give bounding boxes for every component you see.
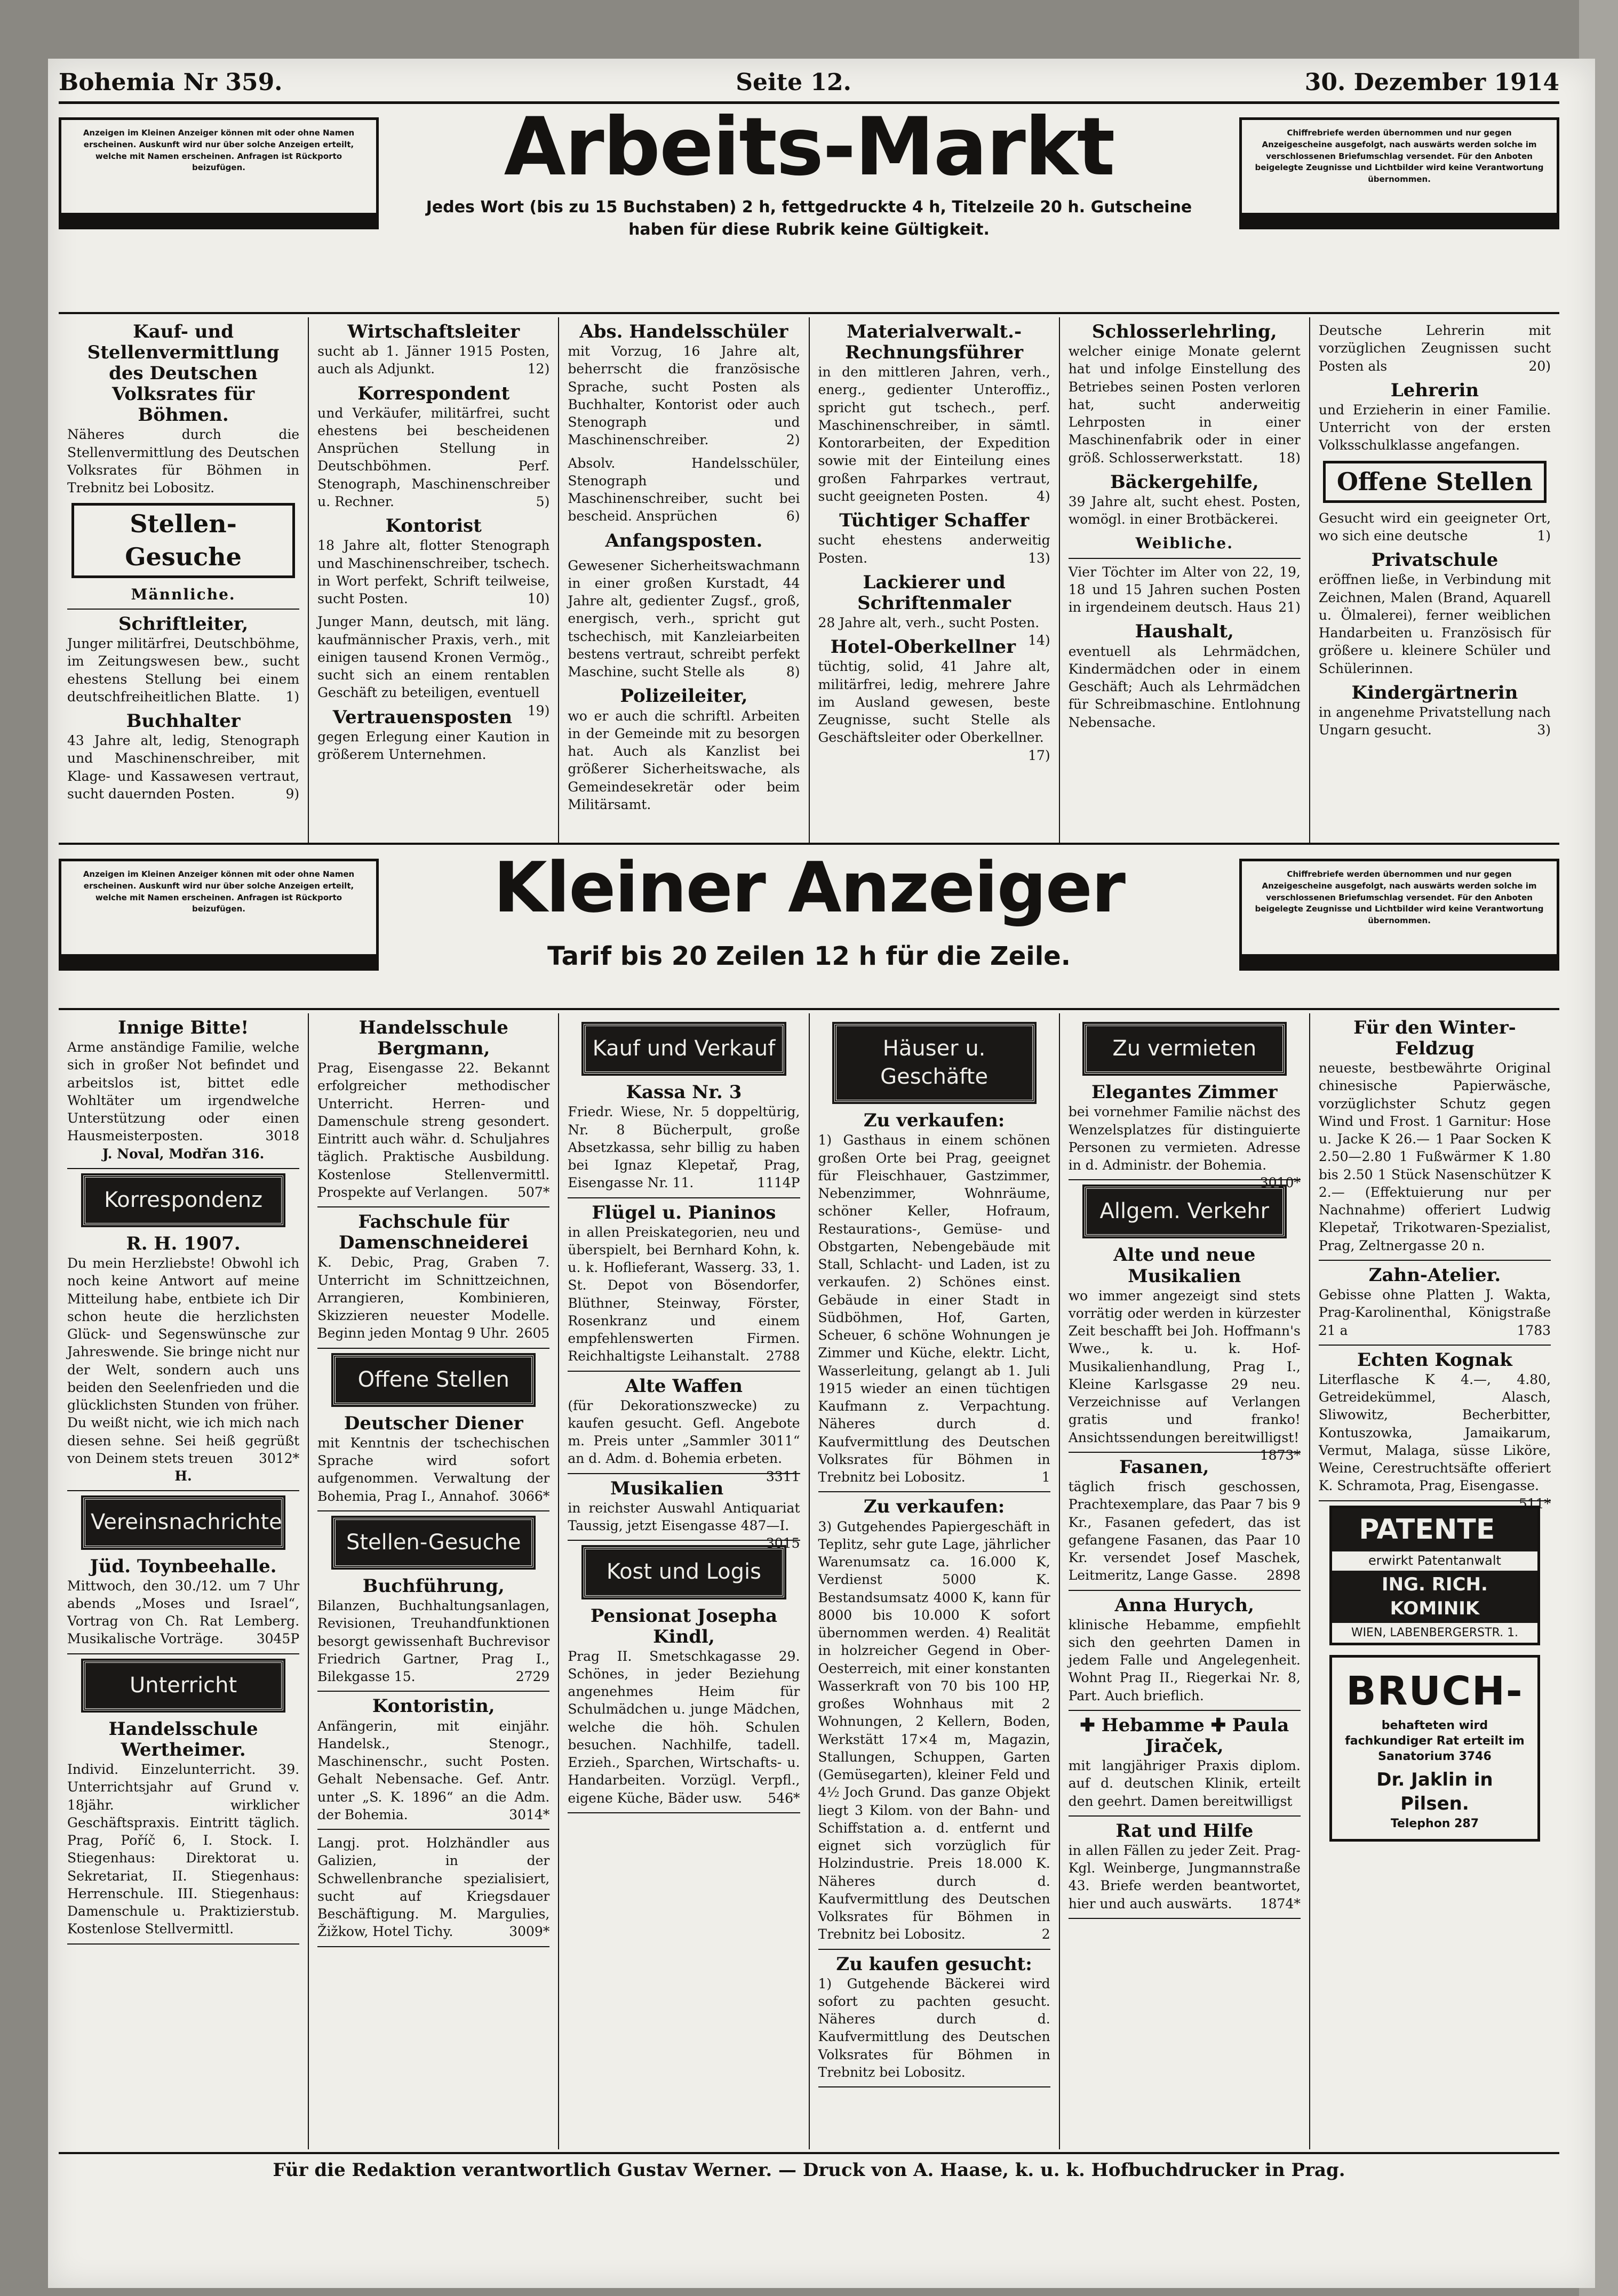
ad-heading: Anfangsposten. xyxy=(605,530,763,551)
column xyxy=(1060,1013,1310,2149)
classified-ad xyxy=(568,1203,800,1365)
ad-code: 1 xyxy=(1041,1469,1050,1485)
ad-code: 1) xyxy=(285,689,300,705)
rubric-heading: Kauf und Verkauf xyxy=(584,1024,784,1074)
arbeitsmarkt-title: Arbeits-Markt xyxy=(504,101,1114,194)
classified-ad xyxy=(1319,380,1551,454)
ad-code: 2605 xyxy=(515,1325,550,1341)
ad-text: Absolv. Handelsschüler, Stenograph und Maschinenschreiber, sucht bei bescheid. Ansprüchen xyxy=(568,455,800,524)
ad-code: 3018 xyxy=(265,1128,300,1144)
section-box-heading: Offene Stellen xyxy=(1323,461,1547,503)
ad-code: 19) xyxy=(527,702,550,718)
ad-heading: Polizeileiter, xyxy=(620,685,748,707)
patent-ad xyxy=(1329,1506,1540,1646)
subsection-heading: Männliche. xyxy=(131,585,236,603)
issue-date: 30. Dezember 1914 xyxy=(1304,69,1559,96)
classified-ad xyxy=(1319,1018,1551,1254)
ad-text: wo er auch die schriftl. Arbeiten in der Gemeinde mit zu besorgen hat. Auch als Kanzlist bei größerer Sicherheitswache, als Gemeindesekretär oder beim Militärsamt. xyxy=(568,708,800,812)
classified-ad xyxy=(1069,472,1301,529)
ad-text: 3) Gutgehendes Papiergeschäft in Teplitz, sehr gute Lage, jährlicher Warenumsatz ca. 16.000 K, Verdienst 5000 K. Bestandsumsatz 4000 K, kann für 8000 bis 10.000 K sofort übernommen werden. 4) Realität in holzreicher Gegend in Ober-Oesterreich, mit einer konstanten Wasserkraft von 70 bis 100 HP, großes Wohnhaus mit 2 Wohnungen, 2 Kellern, Boden, Werkstätt 17×4 m, Magazin, Stallungen, Schuppen, Garten (Gemüsegarten), kleiner Feld und 4½ Joch Grund. Das ganze Objekt liegt 3 Kilom. von der Bahn- und Schiffstation a. d. entfernt und eignet sich vorzüglich für Holzindustrie. Preis 18.000 K. Näheres durch d. Kaufvermittlung des Deutschen Volksrates für Böhmen in Trebnitz bei Lobositz. xyxy=(818,1518,1050,1942)
column xyxy=(59,317,309,843)
ad-text: Junger militärfrei, Deutschböhme, im Zeitungswesen bew., sucht ehestens Stellung bei einem deutschfreiheitlichen Blatte. xyxy=(67,636,300,705)
ad-heading: Rat und Hilfe xyxy=(1115,1820,1254,1842)
divider xyxy=(317,1206,549,1207)
classified-ad xyxy=(818,1110,1050,1486)
ad-heading: Flügel u. Pianinos xyxy=(592,1202,776,1223)
classified-ad xyxy=(1069,1457,1301,1585)
ad-heading: Zu kaufen gesucht: xyxy=(836,1953,1032,1975)
issue-number: Bohemia Nr 359. xyxy=(59,69,283,96)
rubric-heading: Vereinsnachrichten xyxy=(83,1498,283,1547)
ad-heading: Lehrerin xyxy=(1390,379,1479,401)
divider xyxy=(1319,1260,1551,1261)
rubric-heading: Offene Stellen xyxy=(333,1355,533,1405)
rubric-heading: Kost und Logis xyxy=(584,1547,784,1597)
ad-code: 2788 xyxy=(766,1348,800,1364)
column xyxy=(810,1013,1060,2149)
classified-ad xyxy=(568,1375,800,1484)
ad-text: Gesucht wird ein geeigneter Ort, wo sich eine deutsche xyxy=(1318,510,1551,544)
notice-left: Anzeigen im Kleinen Anzeiger können mit oder ohne Namen erscheinen. Auskunft wird nur über solche Anzeigen erteilt, welche mit Namen erscheinen. Anfragen ist Rückporto beizufügen. xyxy=(59,117,379,229)
rubric-heading: Korrespondenz xyxy=(83,1175,283,1225)
ad-code: 3012* xyxy=(259,1450,300,1466)
ad-heading: ✚ Hebamme ✚ Paula Jiraček, xyxy=(1080,1714,1289,1757)
classified-ad xyxy=(1068,1244,1301,1463)
ad-code: 8) xyxy=(786,664,800,680)
column xyxy=(309,317,559,843)
ad-heading: Handelsschule Bergmann, xyxy=(358,1017,508,1060)
classified-ad xyxy=(1319,683,1551,739)
rubric-heading: Zu vermieten xyxy=(1085,1024,1285,1074)
divider xyxy=(317,1691,549,1692)
ad-heading: Korrespondent xyxy=(357,382,510,404)
classified-ad xyxy=(1319,550,1551,677)
ad-code: 2) xyxy=(786,432,800,448)
classified-ad xyxy=(67,614,299,706)
ad-heading: Alte Waffen xyxy=(625,1375,743,1397)
patent-ad-line: WIEN, LABENBERGERSTR. 1. xyxy=(1351,1626,1519,1640)
ad-heading: Innige Bitte! xyxy=(118,1017,249,1038)
ad-heading: Für den Winter-Feldzug xyxy=(1353,1017,1516,1060)
ad-text: eventuell als Lehrmädchen, Kindermädchen oder in einem Geschäft; Auch als Lehrmädchen für Schreibmaschine. Entlohnung Nebensache. xyxy=(1068,643,1301,730)
ad-code: 18) xyxy=(1278,450,1301,466)
ad-heading: Haushalt, xyxy=(1135,621,1234,643)
ad-text: sucht ehestens anderweitig Posten. xyxy=(818,532,1050,566)
divider xyxy=(568,1371,800,1372)
ad-code: 3015 xyxy=(766,1535,800,1551)
classified-ad xyxy=(317,1576,549,1685)
arbeitsmarkt-columns xyxy=(59,317,1559,845)
page-number: Seite 12. xyxy=(736,69,851,96)
divider xyxy=(818,2086,1050,2087)
running-header xyxy=(59,53,1559,104)
ad-heading: Kontorist xyxy=(385,515,482,537)
ad-heading: Anna Hurych, xyxy=(1114,1594,1254,1616)
ad-text: Langj. prot. Holzhändler aus Galizien, in der Schwellenbranche spezialisiert, sucht auf Kriegsdauer Beschäftigung. M. Margulies, Žižkow, Hotel Tichy. xyxy=(317,1835,550,1940)
ad-code: 2729 xyxy=(515,1669,550,1685)
classified-ad xyxy=(818,322,1050,505)
classified-ad xyxy=(818,636,1050,763)
ad-code: 3014* xyxy=(509,1806,550,1822)
classified-ad xyxy=(1319,509,1551,545)
classified-ad xyxy=(317,516,549,607)
column xyxy=(1060,317,1310,843)
divider xyxy=(1069,1815,1301,1817)
ad-heading: Vertrauensposten xyxy=(332,706,513,728)
classified-ad xyxy=(317,1696,549,1823)
ad-code: 9) xyxy=(285,786,300,802)
ad-code: 3009* xyxy=(509,1924,550,1940)
ad-text: gegen Erlegung einer Kaution in größerem Unternehmen. xyxy=(317,729,550,762)
ad-code: 3066* xyxy=(509,1488,550,1504)
column xyxy=(1310,317,1559,843)
ad-heading: Tüchtiger Schaffer xyxy=(839,510,1030,532)
divider xyxy=(317,1510,549,1511)
ad-heading: Echten Kognak xyxy=(1357,1349,1512,1371)
kleiner-anzeiger-masthead xyxy=(59,848,1559,1010)
divider xyxy=(67,1653,299,1654)
classified-ad xyxy=(818,510,1050,567)
arbeitsmarkt-tarif: Jedes Wort (bis zu 15 Buchstaben) 2 h, fettgedruckte 4 h, Titelzeile 20 h. Gutscheine haben für diese Rubrik keine Gültigkeit. xyxy=(426,198,1192,239)
column xyxy=(810,317,1060,843)
bruch-ad-line: Telephon 287 xyxy=(1390,1817,1479,1830)
ad-heading: R. H. 1907. xyxy=(126,1233,241,1255)
classified-ad xyxy=(1069,1821,1301,1913)
classified-ad xyxy=(67,1234,299,1485)
ad-text: K. Debic, Prag, Graben 7. Unterricht im Schnittzeichnen, Arrangieren, Kombinieren, Skizzieren neuester Modelle. Beginn jeden Montag 9 Uhr. xyxy=(317,1254,550,1341)
patent-ad-line: erwirkt Patentanwalt xyxy=(1368,1553,1501,1568)
ad-text: und Verkäufer, militärfrei, sucht ehestens bei bescheidenen Ansprüchen Stellung in Deutschböhmen. Perf. Stenograph, Maschinenschreiber u. Rechner. xyxy=(317,405,550,509)
ad-code: 10) xyxy=(527,591,550,607)
divider xyxy=(1069,1590,1301,1591)
classified-ad xyxy=(1318,1349,1551,1511)
ad-code: 20) xyxy=(1528,358,1551,374)
ad-text: Du mein Herzliebste! Obwohl ich noch keine Antwort auf meine Mitteilung habe, entbiete ich Dir schon heute die herzlichsten Glück- und Segenswünsche zur Jahreswende. Sie bringe nicht nur der Welt, sondern auch uns beiden den Seelenfrieden und die glücklichsten Stunden von früher. Du weißt nicht, wie ich mich nach diesen sehne. Sei heiß gegrüßt von Deinem stets treuen xyxy=(67,1255,300,1466)
subsection-heading: Weibliche. xyxy=(1135,534,1233,553)
ad-code: 1) xyxy=(1537,528,1551,544)
ad-text: täglich frisch geschossen, Prachtexemplare, das Paar 7 bis 9 Kr., Fasanen gefedert, das ist gefangene Fasanen, das Paar 10 Kr. versendet Josef Maschek, Leitmeritz, Lange Gasse. xyxy=(1068,1479,1301,1583)
ad-text: in allen Preiskategorien, neu und überspielt, bei Bernhard Kohn, k. u. k. Hoflieferant, Wasserg. 33, 1. St. Depot von Bösendorfer, Blüthner, Steinway, Förster, Rosenkranz und einem empfehlenswerten Firmen. Reichhaltigste Leihanstalt. xyxy=(568,1224,800,1364)
column xyxy=(1310,1013,1559,2149)
kleiner-anzeiger-tarif: Tarif bis 20 Zeilen 12 h für die Zeile. xyxy=(547,941,1071,971)
divider xyxy=(67,1490,299,1491)
classified-ad xyxy=(1069,322,1301,467)
ad-signature: H. xyxy=(174,1468,192,1484)
column xyxy=(559,1013,809,2149)
ad-code: 2 xyxy=(1041,1926,1050,1942)
divider xyxy=(568,1540,800,1541)
ad-text: neueste, bestbewährte Original chinesische Papierwäsche, vorzüglichster Schutz gegen Wind und Frost. 1 Garnitur: Hose u. Jacke K 26.— 1 Paar Socken K 2.50—2.80 1 Fußwärmer K 1.80 bis 2.50 1 Stück Nasenschützer K 2.— (Effektuierung nur per Nachnahme) offeriert Ludwig Klepetař, Trikotwaren-Spezialist, Prag, Zeltnergasse 20 n. xyxy=(1318,1060,1551,1253)
ad-code: 511* xyxy=(1518,1495,1551,1511)
classified-ad xyxy=(568,322,800,449)
divider xyxy=(818,1949,1050,1950)
ad-code: 6) xyxy=(786,508,800,524)
divider xyxy=(1319,1500,1551,1501)
ad-text: Deutsche Lehrerin mit vorzüglichen Zeugnissen sucht Posten als xyxy=(1318,323,1551,374)
ad-heading: Bäckergehilfe, xyxy=(1110,471,1259,493)
rubric-heading: Stellen-Gesuche xyxy=(333,1518,533,1567)
divider xyxy=(67,1168,299,1169)
classified-ad xyxy=(1069,621,1301,731)
notice-left-2: Anzeigen im Kleinen Anzeiger können mit oder ohne Namen erscheinen. Auskunft wird nur über solche Anzeigen erteilt, welche mit Namen erscheinen. Anfragen ist Rückporto beizufügen. xyxy=(59,859,379,971)
classified-ad xyxy=(67,711,299,803)
ad-code: 4) xyxy=(1037,488,1050,504)
ad-text: klinische Hebamme, empfiehlt sich den geehrten Damen in jedem Falle und Angelegenheit. Wohnt Prag II., Riegerkai Nr. 8, Part. Auch brieflich. xyxy=(1068,1617,1301,1703)
classified-ad xyxy=(67,1556,299,1648)
ad-text: tüchtig, solid, 41 Jahre alt, militärfrei, ledig, mehrere Jahre im Ausland gewesen, beste Zeugnisse, sucht Stelle als Geschäftsleiter oder Oberkellner. xyxy=(818,659,1050,746)
ad-heading: Buchführung, xyxy=(362,1575,505,1597)
divider xyxy=(568,1197,800,1198)
divider xyxy=(317,1348,549,1349)
ad-text: in den mittleren Jahren, verh., energ., gedienter Unteroffiz., spricht gut tschech., perf. Maschinenschreiber, in sämtl. Kontorarbeiten, der Expedition sowie mit der Einteilung eines großen Fahrparkes vertraut, sucht geeigneten Posten. xyxy=(818,364,1050,504)
ad-heading: Kauf- und Stellenvermittlung des Deutschen Volksrates für Böhmen. xyxy=(87,321,280,426)
ad-code: 1873* xyxy=(1260,1447,1301,1463)
classified-ad xyxy=(317,383,549,511)
ad-text: Bilanzen, Buchhaltungsanlagen, Revisionen, Treuhandfunktionen besorgt gewissenhaft Buchrevisor Friedrich Gartner, Prag I., Bilekgasse 15. xyxy=(317,1598,550,1685)
ad-text: Mittwoch, den 30./12. um 7 Uhr abends „Moses und Israel“, Vortrag von Ch. Rat Lemberg. Musikalische Vorträge. xyxy=(67,1578,300,1647)
ad-heading: Schriftleiter, xyxy=(118,613,249,635)
bruch-ad-line: behafteten wird fachkundiger Rat erteilt im Sanatorium 3746 xyxy=(1345,1718,1525,1764)
rubric-heading: Unterricht xyxy=(83,1661,283,1710)
ad-text: in allen Fällen zu jeder Zeit. Prag-Kgl. Weinberge, Jungmannstraße 43. Briefe werden beantwortet, hier und auch auswärts. xyxy=(1068,1842,1301,1911)
ad-heading: Elegantes Zimmer xyxy=(1091,1082,1278,1103)
column xyxy=(559,317,809,843)
ad-heading: Deutscher Diener xyxy=(344,1412,523,1434)
classified-ad xyxy=(1068,1082,1301,1191)
ad-text: in angenehme Privatstellung nach Ungarn gesucht. xyxy=(1318,704,1551,738)
divider xyxy=(1069,1710,1301,1711)
arbeitsmarkt-masthead xyxy=(59,101,1559,314)
rubric-heading: Häuser u. Geschäfte xyxy=(834,1024,1034,1102)
patent-ad-line: PATENTE xyxy=(1332,1508,1537,1551)
classified-ad xyxy=(568,686,800,813)
ad-text: Gebisse ohne Platten J. Wakta, Prag-Karolinenthal, Königstraße 21 a xyxy=(1318,1287,1551,1338)
divider xyxy=(1069,1918,1301,1919)
ad-text: Anfängerin, mit einjähr. Handelsk., Stenogr., Maschinenschr., sucht Posten. Gehalt Nebensache. Gef. Antr. unter „S. K. 1896“ an die Adm. der Bohemia. xyxy=(317,1718,550,1822)
ad-code: 5) xyxy=(536,493,550,509)
ad-code: 546* xyxy=(768,1790,800,1806)
classified-ad xyxy=(1319,1265,1551,1339)
divider xyxy=(1069,558,1301,559)
ad-code: 3311 xyxy=(766,1468,800,1484)
ad-text: welcher einige Monate gelernt hat und infolge Einstellung des Betriebes seinen Posten verloren hat, sucht anderweitig Lehrposten in einer Maschinenfabrik oder in einer größ. Schlosserwerkstatt. xyxy=(1068,343,1301,466)
classified-ad xyxy=(568,557,800,681)
classified-ad xyxy=(568,1082,800,1191)
ad-text: 43 Jahre alt, ledig, Stenograph und Maschinenschreiber, mit Klage- und Kassawesen vertraut, sucht dauernden Posten. xyxy=(67,733,300,802)
classified-ad xyxy=(1319,322,1551,375)
classified-ad xyxy=(67,322,299,497)
kleiner-anzeiger-columns xyxy=(59,1013,1559,2149)
classified-ad xyxy=(317,322,549,378)
ad-text: Arme anständige Familie, welche sich in großer Not befindet und arbeitslos ist, bittet edle Wohltäter um irgendwelche Unterstützung oder einen Hausmeisterposten. xyxy=(67,1039,300,1144)
classified-ad xyxy=(1069,563,1301,617)
ad-text: 28 Jahre alt, verh., sucht Posten. xyxy=(818,614,1040,630)
classified-ad xyxy=(818,1954,1050,2082)
bruch-ad-line: BRUCH- xyxy=(1346,1668,1524,1715)
ad-heading: Hotel-Oberkellner xyxy=(830,636,1016,658)
patent-ad-line: ING. RICH. KOMINIK xyxy=(1332,1571,1537,1623)
ad-text: sucht ab 1. Jänner 1915 Posten, auch als Adjunkt. xyxy=(317,343,550,377)
ad-text: Individ. Einzelunterricht. 39. Unterrichtsjahr auf Grund v. 18jähr. wirklicher Geschäftspraxis. Eintritt täglich. Prag, Poříč 6, I. Stock. I. Stiegenhaus: Direktorat u. Sekretariat, II. Stiegenhaus: Herrenschule. III. Stiegenhaus: Damenschule u. Praktizierstub. Kostenlose Stellvermittl. xyxy=(67,1762,300,1937)
ad-heading: Wirtschaftsleiter xyxy=(347,321,520,342)
ad-text: Gewesener Sicherheitswachmann in einer großen Kurstadt, 44 Jahre alt, gedienter Zugsf., groß, energisch, verh., spricht gut tschechisch, mit Kanzleiarbeiten bestens vertraut, schreibt perfekt Maschine, sucht Stelle als xyxy=(568,557,800,680)
ad-heading: Jüd. Toynbeehalle. xyxy=(90,1555,277,1577)
ad-code: 1874* xyxy=(1260,1895,1301,1911)
divider xyxy=(67,609,299,610)
ad-code: 3) xyxy=(1537,722,1551,738)
ad-heading: Kindergärtnerin xyxy=(1351,682,1518,703)
ad-code: 21) xyxy=(1278,599,1301,615)
ad-code: 507* xyxy=(517,1184,550,1200)
ad-heading: Kontoristin, xyxy=(372,1695,495,1717)
ad-text: Näheres durch die Stellenvermittlung des Deutschen Volksrates für Böhmen in Trebnitz bei Lobositz. xyxy=(67,427,300,496)
ad-text: und Erzieherin in einer Familie. Unterricht von der ersten Volksschulklasse angefangen. xyxy=(1318,402,1551,453)
ad-text: 1) Gutgehende Bäckerei wird sofort zu pachten gesucht. Näheres durch d. Kaufvermittlung des Deutschen Volksrates für Böhmen in Trebnitz bei Lobositz. xyxy=(818,1975,1050,2080)
bruch-ad xyxy=(1329,1655,1540,1842)
ad-text: wo immer angezeigt sind stets vorrätig oder werden in kürzester Zeit beschafft bei Joh. Hoffmann's Wwe., k. u. k. Hof-Musikalienhandlung, Prag I., Kleine Karlsgasse 29 neu. Verzeichnisse auf Verlangen gratis und franko! Ansichtssendungen bereitwilligst! xyxy=(1068,1287,1301,1445)
divider xyxy=(1319,1345,1551,1346)
classified-ad xyxy=(317,1018,549,1201)
ad-text: mit Kenntnis der tschechischen Sprache wird sofort aufgenommen. Verwaltung der Bohemia, Prag I., Annahof. xyxy=(317,1435,550,1504)
column xyxy=(59,1013,309,2149)
ad-heading: Zu verkaufen: xyxy=(863,1496,1005,1518)
ad-text: Prag II. Smetschkagasse 29. Schönes, in jeder Beziehung angenehmes Heim für Schulmädchen u. junge Mädchen, welche die höh. Schulen besuchen. Nachhilfe, tadell. Erzieh., Sparchen, Wirtschafts- u. Handarbeiten. Vorzügl. Verpfl., eigene Küche, Bäder usw. xyxy=(568,1648,800,1806)
classified-ad xyxy=(317,1834,549,1941)
ad-heading: Privatschule xyxy=(1371,549,1499,571)
ad-heading: Schlosserlehrling, xyxy=(1091,321,1277,342)
classified-ad xyxy=(317,1413,549,1505)
classified-ad xyxy=(1069,1715,1301,1810)
classified-ad xyxy=(568,531,800,551)
classified-ad xyxy=(317,707,549,764)
ad-heading: Zahn-Atelier. xyxy=(1368,1264,1501,1286)
ad-heading: Alte und neue Musikalien xyxy=(1113,1244,1256,1287)
ad-code: 2898 xyxy=(1266,1567,1301,1583)
divider xyxy=(568,1473,800,1474)
ad-heading: Abs. Handelsschüler xyxy=(579,321,788,342)
section-box-heading: Stellen-Gesuche xyxy=(71,503,295,578)
classified-ad xyxy=(568,1477,800,1551)
ad-text: Friedr. Wiese, Nr. 5 doppeltürig, Nr. 8 Bücherpult, große Absetzkassa, sehr billig zu haben bei Ignaz Klepetař, Prag, Eisengasse Nr. 11. xyxy=(568,1104,800,1191)
imprint-footer: Für die Redaktion verantwortlich Gustav Werner. — Druck von A. Haase, k. u. k. Hofbuchdrucker in Prag. xyxy=(59,2152,1559,2191)
ad-code: 14) xyxy=(1028,633,1050,649)
ad-heading: Zu verkaufen: xyxy=(863,1110,1005,1132)
notice-right-2: Chiffrebriefe werden übernommen und nur gegen Anzeigescheine ausgefolgt, nach auswärts werden solche im verschlossenen Briefumschlag versendet. Für den Anboten beigelegte Zeugnisse und Lichtbilder wird keine Verantwortung übernommen. xyxy=(1239,859,1559,971)
ad-text: eröffnen ließe, in Verbindung mit Zeichnen, Malen (Brand, Aquarell u. Ölmalerei), ferner weiblichen Handarbeiten u. Französisch für größere u. kleinere Schüler und Schülerinnen. xyxy=(1318,572,1551,676)
divider xyxy=(818,1491,1050,1492)
kleiner-anzeiger-title: Kleiner Anzeiger xyxy=(493,847,1125,928)
ad-text: 18 Jahre alt, flotter Stenograph und Maschinenschreiber, tschech. in Wort perfekt, Schrift teilweise, sucht Posten. xyxy=(317,538,550,607)
ad-text: bei vornehmer Familie nächst des Wenzelsplatzes für distinguierte Personen zu vermieten. Adresse in d. Administr. der Bohemia. xyxy=(1068,1104,1301,1173)
ad-text: Prag, Eisengasse 22. Bekannt erfolgreicher methodischer Unterricht. Herren- und Damenschule streng gesondert. Eintritt auch währ. d. Schuljahres täglich. Praktische Ausbildung. Kostenlose Stellenvermittl. Prospekte auf Verlangen. xyxy=(317,1060,550,1200)
ad-heading: Fasanen, xyxy=(1119,1456,1209,1478)
ad-signature: J. Noval, Modřan 316. xyxy=(102,1146,265,1162)
ad-heading: Fachschule für Damenschneiderei xyxy=(338,1211,529,1254)
ad-text: mit langjähriger Praxis diplom. auf d. deutschen Klinik, erteilt den geehrt. Damen bereitwilligst xyxy=(1068,1758,1301,1809)
ad-text: in reichster Auswahl Antiquariat Taussig, jetzt Eisengasse 487—I. xyxy=(568,1500,800,1534)
ad-code: 3010* xyxy=(1260,1175,1301,1191)
ad-text: 1) Gasthaus in einem schönen großen Orte bei Prag, geeignet für Fleischhauer, Gastzimmer, Nebenzimmer, Wohnräume, schöner Keller, Hofraum, Restaurations-, Gemüse- und Obstgarten, Nebengebäude mit Stall, Schlacht- und Laden, ist zu verkaufen. 2) Schönes einst. Gebäude in einer Stadt in Südböhmen, Hof, Garten, Scheuer, 6 schöne Wohnungen je Zimmer und Küche, elektr. Licht, Wasserleitung, gelangt ab 1. Juli 1915 wieder an einen tüchtigen Kaufmann z. Verpachtung. Näheres durch d. Kaufvermittlung des Deutschen Volksrates für Böhmen in Trebnitz bei Lobositz. xyxy=(818,1132,1050,1485)
divider xyxy=(568,1812,800,1813)
classified-ad xyxy=(67,1018,299,1163)
divider xyxy=(317,1946,549,1947)
ad-text: Vier Töchter im Alter von 22, 19, 18 und 15 Jahren suchen Posten in irgendeinem deutsch. Haus xyxy=(1068,564,1301,615)
ad-code: 1114P xyxy=(757,1175,800,1191)
classified-ad xyxy=(317,1212,549,1342)
ad-code: 3045P xyxy=(256,1631,300,1647)
ad-heading: Handelsschule Wertheimer. xyxy=(108,1718,258,1761)
ad-code: 1783 xyxy=(1517,1322,1551,1338)
ad-heading: Buchhalter xyxy=(126,710,241,732)
ad-heading: Kassa Nr. 3 xyxy=(626,1082,742,1103)
classified-ad xyxy=(67,1719,299,1938)
classified-ad xyxy=(568,1606,800,1807)
divider xyxy=(67,1943,299,1945)
ad-text: Literflasche K 4.—, 4.80, Getreidekümmel, Alasch, Sliwowitz, Becherbitter, Kontuszowka, Jamaikarum, Vermut, Malaga, süsse Liköre, Weine, Cerestruchtsäfte offeriert K. Schramota, Prag, Eisengasse. xyxy=(1318,1371,1551,1494)
ad-code: 17) xyxy=(1028,747,1050,763)
ad-text: (für Dekorationszwecke) zu kaufen gesucht. Gefl. Angebote m. Preis unter „Sammler 3011“ an d. Adm. d. Bohemia erbeten. xyxy=(568,1397,800,1467)
classified-ad xyxy=(1069,1595,1301,1705)
ad-heading: Pensionat Josepha Kindl, xyxy=(590,1605,777,1647)
divider xyxy=(317,1829,549,1830)
bruch-ad-line: Dr. Jaklin in Pilsen. xyxy=(1376,1769,1493,1814)
ad-text: Junger Mann, deutsch, mit läng. kaufmännischer Praxis, verh., mit einigen tausend Kronen Vermög., sucht sich an einem rentablen Geschäft zu beteiligen, eventuell xyxy=(317,614,550,701)
column xyxy=(309,1013,559,2149)
classified-ad xyxy=(818,1497,1050,1943)
rubric-heading: Allgem. Verkehr xyxy=(1085,1187,1285,1236)
ad-code: 12) xyxy=(527,361,550,377)
ad-heading: Materialverwalt.- Rechnungsführer xyxy=(845,321,1024,364)
classified-ad xyxy=(568,454,800,525)
ad-text: 39 Jahre alt, sucht ehest. Posten, womögl. in einer Brotbäckerei. xyxy=(1068,493,1301,527)
ad-heading: Musikalien xyxy=(610,1477,724,1499)
ad-text: mit Vorzug, 16 Jahre alt, beherrscht die französische Sprache, sucht Posten als Buchhalter, Kontorist oder auch Stenograph und Maschinenschreiber. xyxy=(568,343,800,448)
notice-right: Chiffrebriefe werden übernommen und nur gegen Anzeigescheine ausgefolgt, nach auswärts werden solche im verschlossenen Briefumschlag versendet. Für den Anboten beigelegte Zeugnisse und Lichtbilder wird keine Verantwortung übernommen. xyxy=(1239,117,1559,229)
ad-code: 13) xyxy=(1028,550,1050,566)
ad-heading: Lackierer und Schriftenmaler xyxy=(857,571,1011,614)
